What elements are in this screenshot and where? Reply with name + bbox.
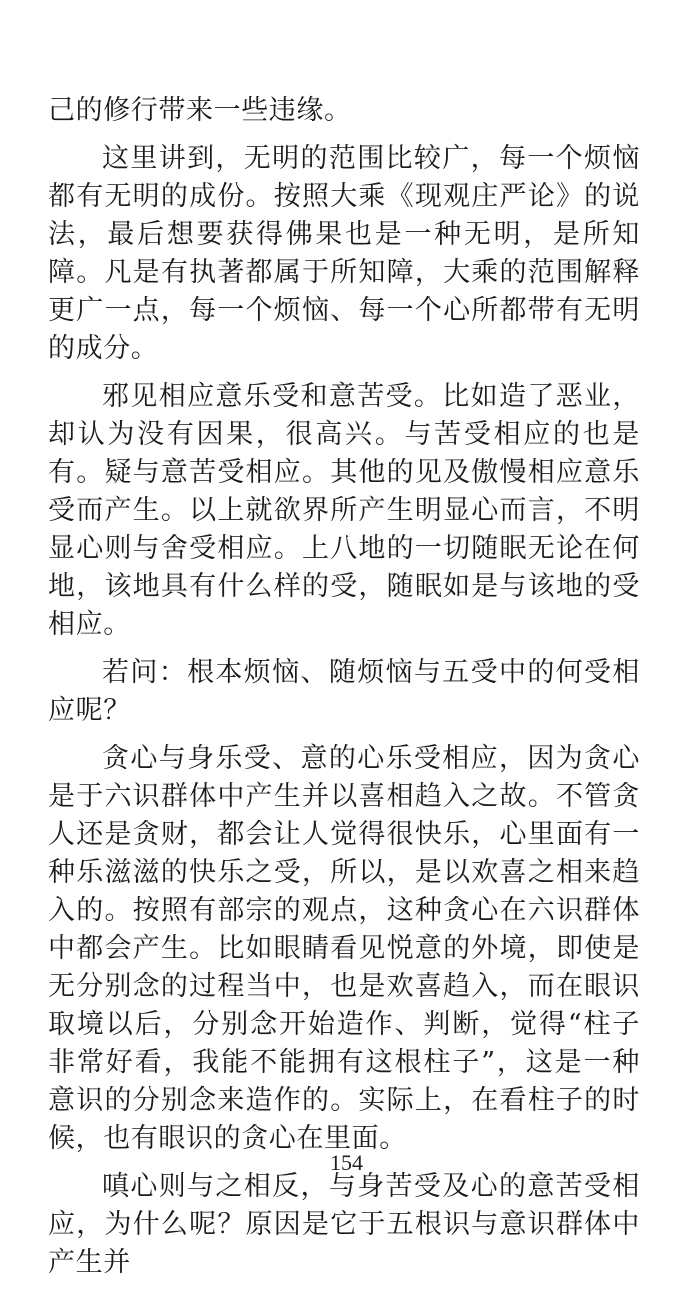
paragraph-5: 贪心与身乐受、意的心乐受相应，因为贪心是于六识群体中产生并以喜相趋入之故。不管贪人还是贪财，都会让人觉得很快乐，心里面有一种乐滋滋的快乐之受，所以，是以欢喜之相来趋入的。按照有部宗的观点，这种贪心在六识群体中都会产生。比如眼睛看见悦意的外境，即使是无分别念的过程当中，也是欢喜趋入，而在眼识取境以后，分别念开始造作、判断，觉得“柱子非常好看，我能不能拥有这根柱子”，这是一种意识的分别念来造作的。实际上，在看柱子的时候，也有眼识的贪心在里面。 <box>48 743 640 1154</box>
paragraph-1: 己的修行带来一些违缘。 <box>48 95 352 126</box>
paragraph-3: 邪见相应意乐受和意苦受。比如造了恶业，却认为没有因果，很高兴。与苦受相应的也是有。疑与意苦受相应。其他的见及傲慢相应意乐受而产生。以上就欲界所产生明显心而言，不明显心则与舍受相应。上八地的一切随眠无论在何地，该地具有什么样的受，随眠如是与该地的受相应。 <box>48 381 640 640</box>
paragraph-6: 嗔心则与之相反，与身苦受及心的意苦受相应，为什么呢？原因是它于五根识与意识群体中产生并 <box>48 1171 640 1278</box>
page-body <box>48 92 640 1292</box>
page-number: 154 <box>330 1150 363 1175</box>
paragraph-2: 这里讲到，无明的范围比较广，每一个烦恼都有无明的成份。按照大乘《现观庄严论》的说法，最后想要获得佛果也是一种无明，是所知障。凡是有执著都属于所知障，大乘的范围解释更广一点，每一个烦恼、每一个心所都带有无明的成分。 <box>48 143 640 364</box>
paragraph-4: 若问：根本烦恼、随烦恼与五受中的何受相应呢？ <box>48 657 640 726</box>
